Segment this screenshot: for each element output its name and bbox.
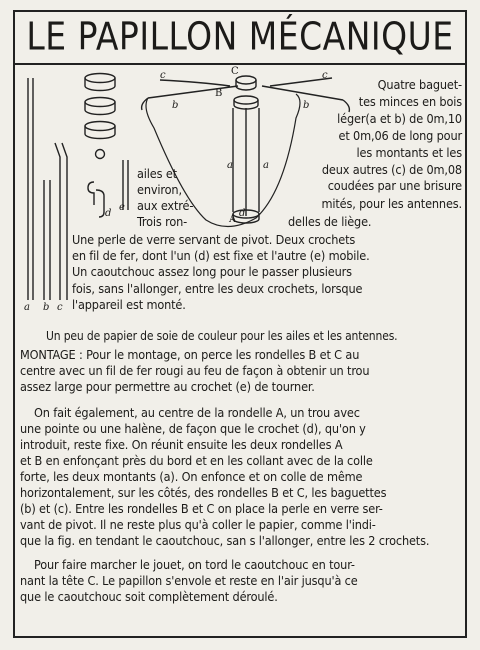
body-line: fois, sans l'allonger, entre les deux crochets, lorsque: [72, 281, 363, 296]
text-mites: mités, pour les antennes.: [321, 196, 462, 211]
label-hook-e: e: [119, 202, 125, 213]
text-line: Quatre baguet-: [377, 77, 462, 92]
label-a-bottom: A: [229, 214, 237, 225]
antenna-left: [160, 80, 230, 86]
cork-disc-1: [85, 74, 115, 91]
text-line: tes minces en bois: [358, 94, 462, 109]
label-c-right: c: [322, 70, 328, 81]
stick-c-1: [55, 143, 60, 300]
text-ailes: ailes et: [137, 166, 177, 181]
body-line: Un caoutchouc assez long pour le passer plusieurs: [72, 264, 352, 279]
label-b-left: b: [172, 100, 179, 111]
text-line: les montants et les: [356, 145, 462, 160]
hook-e: [96, 190, 104, 217]
glass-bead: [96, 150, 105, 159]
body-line: (b) et (c). Entre les rondelles B et C on place la perle en verre ser-: [20, 501, 383, 516]
body-line: On fait également, au centre de la rondelle A, un trou avec: [34, 405, 360, 420]
label-rod-a: a: [24, 302, 30, 313]
body-line: horizontalement, sur les côtés, des rondelles B et C, les baguettes: [20, 485, 387, 500]
text-trois: Trois ron-: [137, 214, 188, 229]
body-line: l'appareil est monté.: [72, 297, 186, 312]
body-line: forte, les deux montants (a). On enfonce et on colle de même: [20, 469, 363, 484]
text-delles: delles de liège.: [288, 214, 372, 229]
stick-c-2: [62, 143, 67, 300]
body-line: que la fig. en tendant le caoutchouc, san s l'allonger, entre les 2 crochets.: [20, 533, 430, 548]
body-line: Un peu de papier de soie de couleur pour les ailes et les antennes.: [46, 329, 398, 343]
label-a-left: a: [227, 160, 233, 171]
body-line: Une perle de verre servant de pivot. Deux crochets: [72, 232, 356, 247]
label-c-top: C: [231, 66, 239, 77]
label-b-mid: B: [215, 88, 223, 99]
body-line: centre avec un fil de fer rougi au feu de façon à obtenir un trou: [20, 363, 370, 378]
text-line: et 0m,06 de long pour: [338, 128, 462, 143]
page-title: LE PAPILLON MÉCANIQUE: [26, 14, 454, 59]
text-line: léger(a et b) de 0m,10: [337, 111, 462, 126]
intro-right-column: [322, 76, 462, 178]
hook-d: [88, 182, 94, 205]
text-line: deux autres (c) de 0m,08: [321, 162, 462, 177]
text-coudees: coudées par une brisure: [327, 178, 462, 193]
label-d-mid: d: [239, 208, 246, 219]
label-c-left: c: [160, 70, 166, 81]
text-environ: environ,: [137, 182, 182, 197]
body-line: que le caoutchouc soit complètement déroulé.: [20, 589, 278, 604]
body-line: assez large pour permettre au crochet (e) de tourner.: [20, 379, 315, 394]
label-hook-d: d: [105, 208, 112, 219]
cork-disc-3: [85, 122, 115, 139]
body-line: Pour faire marcher le jouet, on tord le caoutchouc en tour-: [34, 557, 355, 572]
label-a-right: a: [263, 160, 269, 171]
body-line: et B en enfonçant près du bord et en les collant avec de la colle: [20, 453, 373, 468]
label-rod-c: c: [57, 302, 63, 313]
label-b-right: b: [303, 100, 310, 111]
body-line: introduit, reste fixe. On réunit ensuite les deux rondelles A: [20, 437, 343, 452]
body-line: vant de pivot. Il ne reste plus qu'à coller le papier, comme l'indi-: [20, 517, 376, 532]
body-line: en fil de fer, dont l'un (d) est fixe et l'autre (e) mobile.: [72, 248, 370, 263]
text-extre: aux extré-: [137, 198, 194, 213]
body-line: une pointe ou une halène, de façon que le crochet (d), qu'on y: [20, 421, 366, 436]
body-line: MONTAGE : Pour le montage, on perce les rondelles B et C au: [20, 347, 360, 362]
body-line: nant la tête C. Le papillon s'envole et reste en l'air jusqu'à ce: [20, 573, 358, 588]
cork-disc-2: [85, 98, 115, 115]
label-rod-b: b: [43, 302, 50, 313]
